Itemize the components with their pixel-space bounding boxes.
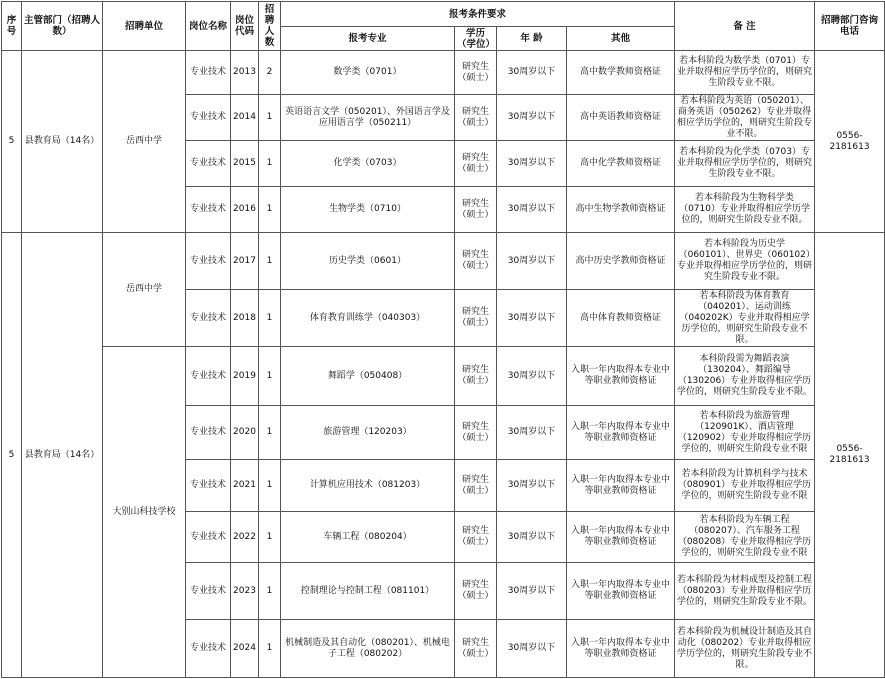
cell-code: 2015 — [231, 141, 259, 187]
cell-code: 2024 — [231, 620, 259, 678]
cell-major: 控制理论与控制工程（081101） — [281, 563, 455, 620]
cell-major: 数学类（0701） — [281, 51, 455, 95]
header-req-group: 报考条件要求 — [281, 2, 675, 27]
cell-count: 1 — [259, 620, 281, 678]
cell-other: 高中生物学教师资格证 — [567, 187, 675, 233]
cell-other: 高中化学教师资格证 — [567, 141, 675, 187]
cell-age: 30周岁以下 — [497, 141, 567, 187]
cell-other: 入职一年内取得本专业中等职业教师资格证 — [567, 620, 675, 678]
cell-age: 30周岁以下 — [497, 51, 567, 95]
cell-edu: 研究生（硕士） — [455, 620, 497, 678]
cell-code: 2019 — [231, 347, 259, 406]
cell-age: 30周岁以下 — [497, 460, 567, 512]
cell-count: 2 — [259, 51, 281, 95]
cell-note: 若本科阶段为英语（050201）、商务英语（050262）专业并取得相应学历学位的，则研究生阶段专业不限。 — [675, 95, 815, 141]
cell-note: 本科阶段需为舞蹈表演（130204）、舞蹈编导（130206）专业并取得相应学历学位的，则研究生阶段专业不限。 — [675, 347, 815, 406]
cell-count: 1 — [259, 141, 281, 187]
table-row — [2, 347, 885, 406]
cell-age: 30周岁以下 — [497, 95, 567, 141]
header-edu: 学历（学位） — [455, 27, 497, 51]
cell-code: 2022 — [231, 512, 259, 563]
cell-major: 体育教育训练学（040303） — [281, 290, 455, 347]
header-unit: 招聘单位 — [103, 2, 186, 51]
cell-count: 1 — [259, 187, 281, 233]
cell-count: 1 — [259, 233, 281, 290]
cell-note: 若本科阶段为体育教育（040201）、运动训练（040202K）专业并取得相应学历学位的，则研究生阶段专业不限。 — [675, 290, 815, 347]
header-count: 招聘人数 — [259, 2, 281, 51]
cell-age: 30周岁以下 — [497, 406, 567, 460]
cell-count: 1 — [259, 290, 281, 347]
cell-age: 30周岁以下 — [497, 290, 567, 347]
cell-age: 30周岁以下 — [497, 620, 567, 678]
cell-note: 若本科阶段为历史学（060101）、世界史（060102）专业并取得相应学历学位的，则研究生阶段专业不限。 — [675, 233, 815, 290]
cell-major: 机械制造及其自动化（080201）、机械电子工程（080202） — [281, 620, 455, 678]
cell-note: 若本科阶段为旅游管理（120901K）、酒店管理（120902）专业并取得相应学历学位的，则研究生阶段专业不限 — [675, 406, 815, 460]
cell-other: 入职一年内取得本专业中等职业教师资格证 — [567, 406, 675, 460]
group-phone: 0556-2181613 — [815, 233, 885, 678]
unit-cell: 岳西中学 — [103, 233, 186, 347]
cell-edu: 研究生（硕士） — [455, 233, 497, 290]
cell-edu: 研究生（硕士） — [455, 51, 497, 95]
cell-code: 2014 — [231, 95, 259, 141]
cell-code: 2013 — [231, 51, 259, 95]
cell-major: 车辆工程（080204） — [281, 512, 455, 563]
cell-other: 入职一年内取得本专业中等职业教师资格证 — [567, 347, 675, 406]
cell-count: 1 — [259, 512, 281, 563]
cell-pos: 专业技术 — [186, 512, 231, 563]
cell-edu: 研究生（硕士） — [455, 563, 497, 620]
unit-cell: 大别山科技学校 — [103, 347, 186, 678]
cell-pos: 专业技术 — [186, 290, 231, 347]
cell-edu: 研究生（硕士） — [455, 290, 497, 347]
cell-age: 30周岁以下 — [497, 563, 567, 620]
header-note: 备 注 — [675, 2, 815, 51]
group-seq: 5 — [2, 51, 22, 233]
cell-count: 1 — [259, 95, 281, 141]
cell-age: 30周岁以下 — [497, 187, 567, 233]
cell-note: 若本科阶段为材料成型及控制工程（080203）专业并取得相应学历学位的，则研究生阶段专业不限。 — [675, 563, 815, 620]
cell-code: 2020 — [231, 406, 259, 460]
cell-code: 2017 — [231, 233, 259, 290]
cell-note: 若本科阶段为车辆工程（080207）、汽车服务工程（080208）专业并取得相应学历学位的，则研究生阶段专业不限 — [675, 512, 815, 563]
header-phone: 招聘部门咨询电话 — [815, 2, 885, 51]
header-age: 年 龄 — [497, 27, 567, 51]
header-major: 报考专业 — [281, 27, 455, 51]
cell-pos: 专业技术 — [186, 563, 231, 620]
cell-edu: 研究生（硕士） — [455, 187, 497, 233]
header-pos-name: 岗位名称 — [186, 2, 231, 51]
cell-count: 1 — [259, 460, 281, 512]
cell-other: 高中数学教师资格证 — [567, 51, 675, 95]
cell-age: 30周岁以下 — [497, 233, 567, 290]
cell-code: 2016 — [231, 187, 259, 233]
cell-pos: 专业技术 — [186, 95, 231, 141]
cell-note: 若本科阶段为数学类（0701）专业并取得相应学历学位的，则研究生阶段专业不限。 — [675, 51, 815, 95]
cell-pos: 专业技术 — [186, 51, 231, 95]
cell-major: 旅游管理（120203） — [281, 406, 455, 460]
cell-note: 若本科阶段为机械设计制造及其自动化（080202）专业并取得相应学历学位的，则研究生阶段专业不限。 — [675, 620, 815, 678]
cell-age: 30周岁以下 — [497, 512, 567, 563]
cell-other: 入职一年内取得本专业中等职业教师资格证 — [567, 460, 675, 512]
cell-pos: 专业技术 — [186, 347, 231, 406]
header-seq: 序号 — [2, 2, 22, 51]
cell-code: 2018 — [231, 290, 259, 347]
group-phone: 0556-2181613 — [815, 51, 885, 233]
cell-major: 计算机应用技术（081203） — [281, 460, 455, 512]
cell-count: 1 — [259, 563, 281, 620]
cell-code: 2023 — [231, 563, 259, 620]
cell-count: 1 — [259, 347, 281, 406]
cell-edu: 研究生（硕士） — [455, 406, 497, 460]
cell-pos: 专业技术 — [186, 141, 231, 187]
cell-edu: 研究生（硕士） — [455, 141, 497, 187]
cell-other: 高中历史学教师资格证 — [567, 233, 675, 290]
header-other: 其他 — [567, 27, 675, 51]
cell-major: 化学类（0703） — [281, 141, 455, 187]
cell-pos: 专业技术 — [186, 406, 231, 460]
cell-major: 生物学类（0710） — [281, 187, 455, 233]
cell-age: 30周岁以下 — [497, 347, 567, 406]
cell-edu: 研究生（硕士） — [455, 95, 497, 141]
group-dept: 县教育局（14名） — [22, 233, 103, 678]
cell-count: 1 — [259, 406, 281, 460]
cell-pos: 专业技术 — [186, 233, 231, 290]
cell-edu: 研究生（硕士） — [455, 512, 497, 563]
cell-pos: 专业技术 — [186, 620, 231, 678]
cell-pos: 专业技术 — [186, 187, 231, 233]
cell-other: 入职一年内取得本专业中等职业教师资格证 — [567, 512, 675, 563]
cell-edu: 研究生（硕士） — [455, 460, 497, 512]
table-row — [2, 233, 885, 290]
cell-note: 若本科阶段为计算机科学与技术（080901）专业并取得相应学历学位的，则研究生阶段专业不限 — [675, 460, 815, 512]
header-pos-code: 岗位代码 — [231, 2, 259, 51]
cell-note: 若本科阶段为化学类（0703）专业并取得相应学历学位的，则研究生阶段专业不限。 — [675, 141, 815, 187]
header-dept: 主管部门（招聘人数） — [22, 2, 103, 51]
cell-major: 英语语言文学（050201）、外国语言学及应用语言学（050211） — [281, 95, 455, 141]
cell-major: 历史学类（0601） — [281, 233, 455, 290]
table-row — [2, 51, 885, 95]
cell-note: 若本科阶段为生物科学类（0710）专业并取得相应学历学位的，则研究生阶段专业不限。 — [675, 187, 815, 233]
cell-code: 2021 — [231, 460, 259, 512]
group-dept: 县教育局（14名） — [22, 51, 103, 233]
cell-pos: 专业技术 — [186, 460, 231, 512]
cell-other: 高中英语教师资格证 — [567, 95, 675, 141]
cell-other: 入职一年内取得本专业中等职业教师资格证 — [567, 563, 675, 620]
recruitment-table — [1, 1, 885, 678]
cell-other: 高中体育教师资格证 — [567, 290, 675, 347]
group-seq: 5 — [2, 233, 22, 678]
unit-cell: 岳西中学 — [103, 51, 186, 233]
cell-edu: 研究生（硕士） — [455, 347, 497, 406]
cell-major: 舞蹈学（050408） — [281, 347, 455, 406]
